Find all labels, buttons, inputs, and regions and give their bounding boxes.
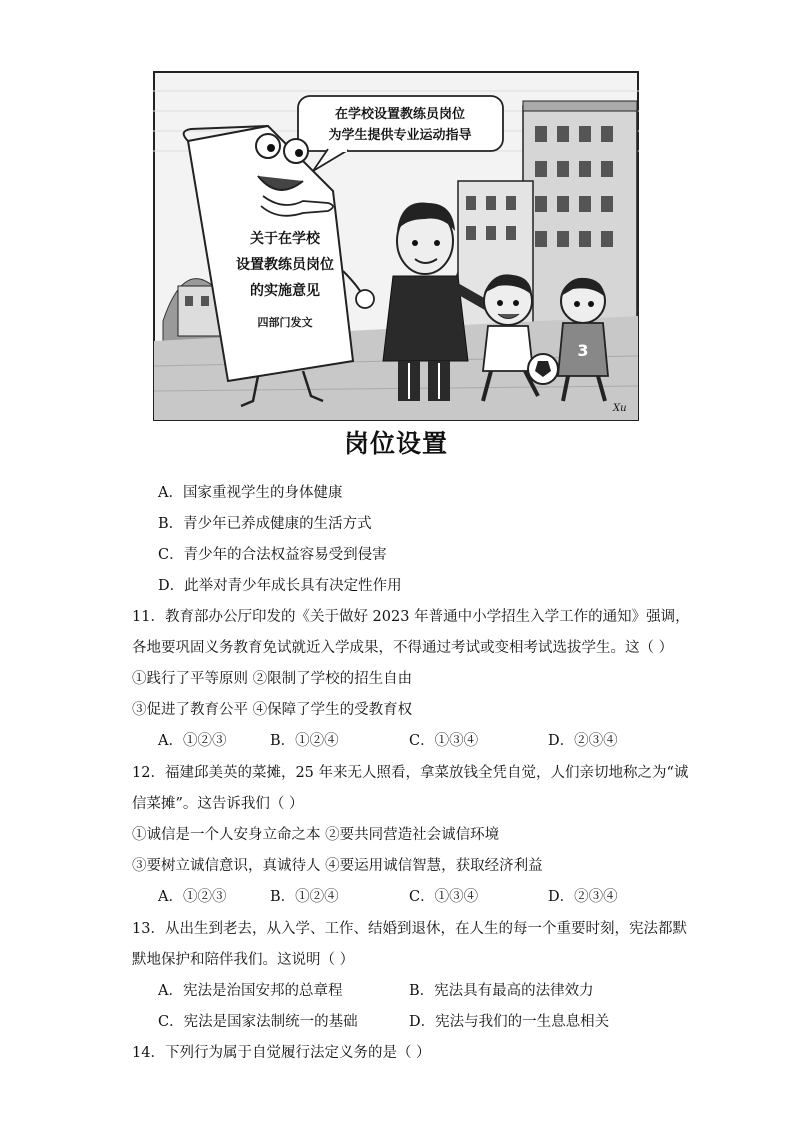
q11-option-a: A．①②③ <box>158 733 227 749</box>
q13-option-c: C．宪法是国家法制统一的基础 <box>158 1014 358 1030</box>
q11-items-line-1: ①践行了平等原则 ②限制了学校的招生自由 <box>132 671 413 687</box>
document-line-3: 的实施意见 <box>250 283 320 299</box>
q12-items-line-2: ③要树立诚信意识，真诚待人 ④要运用诚信智慧，获取经济利益 <box>132 858 543 874</box>
speech-bubble-line-1: 在学校设置教练员岗位 <box>334 107 466 122</box>
q12-option-a: A．①②③ <box>158 889 227 905</box>
artist-signature: Xu <box>613 403 627 414</box>
q12-option-b: B．①②④ <box>270 889 339 905</box>
document-subtitle: 四部门发文 <box>257 316 313 329</box>
q10-option-a: A．国家重视学生的身体健康 <box>158 485 343 501</box>
q10-option-d: D．此举对青少年成长具有决定性作用 <box>158 578 402 594</box>
q11-option-c: C．①③④ <box>409 733 479 749</box>
q11-items-line-2: ③促进了教育公平 ④保障了学生的受教育权 <box>132 702 413 718</box>
q12-stem-line-1: 12．福建邱美英的菜摊，25 年来无人照看，拿菜放钱全凭自觉，人们亲切地称之为“诚 <box>132 765 689 781</box>
document-line-2: 设置教练员岗位 <box>236 257 334 273</box>
document-line-1: 关于在学校 <box>250 231 320 247</box>
q11-option-d: D．②③④ <box>548 733 618 749</box>
q12-option-d: D．②③④ <box>548 889 618 905</box>
cartoon-illustration <box>153 71 639 421</box>
q13-option-d: D．宪法与我们的一生息息相关 <box>409 1014 610 1030</box>
q13-stem-line-1: 13．从出生到老去，从入学、工作、结婚到退休，在人生的每一个重要时刻，宪法都默 <box>132 921 687 937</box>
q12-items-line-1: ①诚信是一个人安身立命之本 ②要共同营造社会诚信环境 <box>132 827 500 843</box>
q12-stem-line-2: 信菜摊”。这告诉我们（ ） <box>132 796 304 812</box>
svg-text:3: 3 <box>577 341 589 360</box>
q10-option-c: C．青少年的合法权益容易受到侵害 <box>158 547 387 563</box>
q11-option-b: B．①②④ <box>270 733 339 749</box>
q11-stem-line-1: 11．教育部办公厅印发的《关于做好 2023 年普通中小学招生入学工作的通知》强调， <box>132 609 690 625</box>
cartoon-drawing <box>153 71 639 421</box>
q14-stem-line-1: 14．下列行为属于自觉履行法定义务的是（ ） <box>132 1045 431 1061</box>
q13-option-a: A．宪法是治国安邦的总章程 <box>158 983 343 999</box>
q10-option-b: B．青少年已养成健康的生活方式 <box>158 516 372 532</box>
q13-option-b: B．宪法具有最高的法律效力 <box>409 983 594 999</box>
q11-stem-line-2: 各地要巩固义务教育免试就近入学成果，不得通过考试或变相考试选拔学生。这（ ） <box>132 640 674 656</box>
speech-bubble-line-2: 为学生提供专业运动指导 <box>328 128 472 143</box>
q12-option-c: C．①③④ <box>409 889 479 905</box>
q13-stem-line-2: 默地保护和陪伴我们。这说明（ ） <box>132 952 355 968</box>
cartoon-caption: 岗位设置 <box>343 429 448 458</box>
